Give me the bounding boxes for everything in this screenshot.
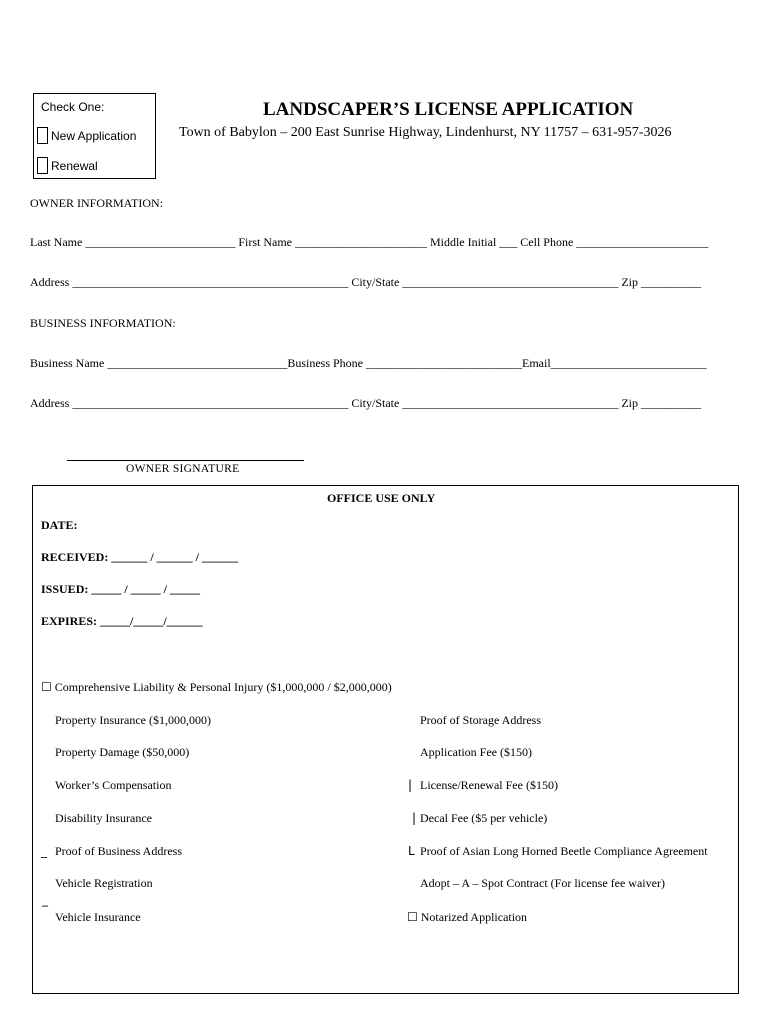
renewal-label: Renewal (51, 158, 98, 173)
business-name-row[interactable]: Business Name ______________________________Business Phone __________________________Email__________________________ (30, 356, 707, 370)
new-application-checkbox[interactable] (37, 127, 48, 144)
check-one-title: Check One: (41, 100, 105, 114)
property-damage-item[interactable]: Property Damage ($50,000) (55, 745, 190, 759)
business-info-heading: BUSINESS INFORMATION: (30, 316, 176, 330)
license-renewal-fee-item[interactable]: License/Renewal Fee ($150) (420, 778, 558, 792)
vehicle-insurance-item[interactable]: Vehicle Insurance (55, 910, 141, 924)
office-use-heading: OFFICE USE ONLY (327, 491, 436, 505)
owner-name-row[interactable]: Last Name _________________________ First Name ______________________ Middle Initial ___ Cell Phone ______________________ (30, 235, 709, 249)
business-address-mark: _ (41, 844, 47, 858)
vehicle-registration-item[interactable]: Vehicle Registration (55, 876, 153, 890)
decal-fee-item[interactable]: Decal Fee ($5 per vehicle) (420, 811, 548, 825)
beetle-compliance-item[interactable]: Proof of Asian Long Horned Beetle Compliance Agreement (420, 844, 708, 858)
notarized-application-item[interactable]: ☐ Notarized Application (407, 910, 528, 924)
vehicle-insurance-mark: ‾ (42, 904, 48, 918)
application-fee-item[interactable]: Application Fee ($150) (420, 745, 532, 759)
new-application-label: New Application (51, 128, 137, 143)
workers-compensation-item[interactable]: Worker’s Compensation (55, 778, 172, 792)
check-one-panel (33, 93, 156, 179)
office-date: DATE: (41, 518, 78, 532)
proof-storage-address-item[interactable]: Proof of Storage Address (420, 713, 541, 727)
form-title: LANDSCAPER’S LICENSE APPLICATION (263, 99, 634, 120)
owner-info-heading: OWNER INFORMATION: (30, 196, 163, 210)
proof-business-address-item[interactable]: Proof of Business Address (55, 844, 183, 858)
office-expires: EXPIRES: _____/_____/______ (41, 614, 203, 628)
license-fee-mark: | (408, 778, 413, 792)
signature-line[interactable] (67, 460, 304, 461)
disability-insurance-item[interactable]: Disability Insurance (55, 811, 152, 825)
owner-address-row[interactable]: Address ______________________________________________ City/State ____________________________________ Zip __________ (30, 275, 701, 289)
property-insurance-item[interactable]: Property Insurance ($1,000,000) (55, 713, 211, 727)
renewal-option[interactable] (37, 157, 98, 174)
office-received: RECEIVED: ______ / ______ / ______ (41, 550, 239, 564)
decal-fee-mark: | (412, 811, 417, 825)
new-application-option[interactable] (37, 127, 136, 144)
business-address-row[interactable]: Address ______________________________________________ City/State ____________________________________ Zip __________ (30, 396, 701, 410)
office-issued: ISSUED: _____ / _____ / _____ (41, 582, 201, 596)
form-subtitle: Town of Babylon – 200 East Sunrise Highway, Lindenhurst, NY 11757 – 631-957-3026 (179, 125, 672, 140)
adopt-a-spot-item[interactable]: Adopt – A – Spot Contract (For license fee waiver) (420, 876, 665, 890)
signature-label: OWNER SIGNATURE (126, 463, 240, 475)
beetle-compliance-mark: L (408, 844, 415, 858)
renewal-checkbox[interactable] (37, 157, 48, 174)
comprehensive-liability-item[interactable]: ☐ Comprehensive Liability & Personal Injury ($1,000,000 / $2,000,000) (41, 680, 392, 694)
